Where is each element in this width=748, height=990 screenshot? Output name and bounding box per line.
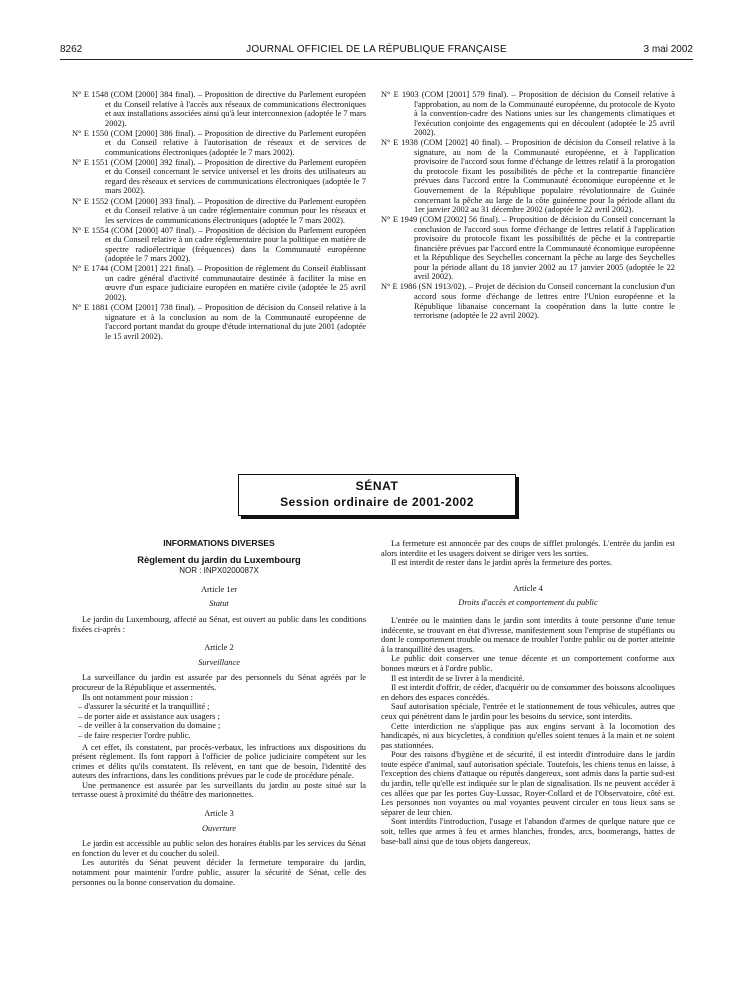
- article-3-subtitle: Ouverture: [201, 823, 237, 833]
- article-2-subtitle: Surveillance: [198, 657, 240, 667]
- list-item: – de veiller à la conservation du domaine ;: [72, 721, 366, 731]
- session-title: Session ordinaire de 2001-2002: [280, 495, 474, 509]
- article-2-paragraph: La surveillance du jardin est assurée par des personnels du Sénat agréés par le procureur de la République et assermentés.: [72, 673, 366, 692]
- article-4-paragraph: Le public doit conserver une tenue décente et un comportement conforme aux bonnes mœurs et à l'ordre public.: [381, 654, 675, 673]
- page-header: [60, 44, 693, 58]
- article-2-title: Article 2: [204, 643, 234, 653]
- article-4-subtitle: Droits d'accès et comportement du public: [458, 598, 598, 608]
- issue-date: 3 mai 2002: [643, 44, 693, 55]
- document-title: Règlement du jardin du Luxembourg: [137, 553, 301, 565]
- article-2-paragraph: Ils ont notamment pour mission :: [82, 692, 193, 702]
- list-item: N° E 1938 (COM [2002] 40 final). – Proposition de décision du Conseil relative à la signature, au nom de la Communauté européenne, et à l'application provisoire de l'accord sous forme d'échange de lettres relatif à la prorogation du protocole fixant les possibilités de pêche et la contrepartie financière prévues dans l'accord entre la Communauté économique européenne et le Gouvernement de la République populaire révolutionnaire de Guinée concernant la pêche au large de la côte guinéenne pour la période allant du 1er janvier 2002 au 31 décembre 2002 (adoptée le 22 avril 2002).: [381, 138, 675, 215]
- right-list: [381, 90, 675, 321]
- list-item: N° E 1881 (COM [2001] 738 final). – Proposition de décision du Conseil relative à la signature et à la conclusion au nom de la Communauté européenne de l'accord portant mandat du groupe d'étude international du jute 2001 (adoptée le 15 avril 2002).: [72, 303, 366, 341]
- article-1-title: Article 1er: [200, 584, 238, 594]
- list-item: – de faire respecter l'ordre public.: [72, 731, 366, 741]
- article-2-paragraph: Une permanence est assurée par les surveillants du jardin au poste situé sur la terrasse ouest à proximité du théâtre des marionnettes.: [72, 780, 366, 800]
- list-item: – de porter aide et assistance aux usagers ;: [72, 712, 366, 722]
- list-item: – d'assurer la sécurité et la tranquillité ;: [72, 702, 366, 712]
- right-body: [381, 539, 675, 846]
- article-3-paragraph: Il est interdit de rester dans le jardin après la fermeture des portes.: [391, 558, 613, 568]
- list-item: N° E 1548 (COM [2000] 384 final). – Proposition de directive du Parlement européen et du Conseil relative à l'accès aux réseaux de communications électroniques et aux installations associées ainsi qu'à leur interconnexion (adoptée le 7 mars 2002).: [72, 90, 366, 128]
- list-item: N° E 1550 (COM [2000] 386 final). – Proposition de directive du Parlement européen et du Conseil relative à l'autorisation de réseaux et de services de communications électroniques (adoptée le 7 mars 2002).: [72, 128, 366, 157]
- article-3-paragraph: La fermeture est annoncée par des coups de sifflet prolongés. L'entrée du jardin est alors interdite et les usagers doivent se diriger vers les sorties.: [381, 539, 675, 558]
- article-1-paragraph: Le jardin du Luxembourg, affecté au Sénat, est ouvert au public dans les conditions fixées ci-après :: [72, 614, 366, 634]
- list-item: N° E 1986 (SN 1913/02). – Projet de décision du Conseil concernant la conclusion d'un accord sous forme d'échange de lettres entre l'Union européenne et la République libanaise concernant la coopération dans la lutte contre le terrorisme (adoptée le 22 avril 2002).: [381, 282, 675, 321]
- article-3-paragraph: Le jardin est accessible au public selon des horaires établis par les services du Sénat en fonction du lever et du coucher du soleil.: [72, 839, 366, 858]
- article-4-paragraph: L'entrée ou le maintien dans le jardin sont interdits à toute personne d'une tenue indécente, se trouvant en état d'ivresse, manifestement sous l'emprise de stupéfiants ou dont le comportement trouble ou menace de troubler l'ordre public ou de porter atteinte à la tranquillité des usagers.: [381, 615, 675, 654]
- article-4-paragraph: Pour des raisons d'hygiène et de sécurité, il est interdit d'introduire dans le jardin toute espèce d'animal, sauf autorisation spéciale. Toutefois, les chiens tenus en laisse, à l'exception des chiens d'attaque ou réputés dangereux, sont admis dans la partie sud-est du jardin, telle qu'elle est indiquée sur le plan de signalisation. Ils ne peuvent accéder à ces allées que par les portes Guy-Lussac, Royer-Collard et de l'Observatoire, côté est. Les personnes non voyantes ou mal voyantes peuvent circuler en tous lieux sans se séparer de leur chien.: [381, 750, 675, 817]
- article-3-title: Article 3: [204, 809, 234, 819]
- journal-title: JOURNAL OFFICIEL DE LA RÉPUBLIQUE FRANÇAISE: [246, 44, 507, 55]
- senat-title: SÉNAT: [355, 479, 399, 493]
- list-item: N° E 1744 (COM [2001] 221 final). – Proposition de règlement du Conseil établissant un cadre général d'activité communautaire destinée à faciliter la mise en œuvre d'un espace judiciaire européen en matière civile (adoptée le 25 avril 2002).: [72, 264, 366, 302]
- page-number: 8262: [60, 44, 83, 55]
- left-body: [72, 539, 366, 887]
- article-4-paragraph: Cette interdiction ne s'applique pas aux engins servant à la locomotion des handicapés, ni aux bicyclettes, à condition qu'elles soient tenues à la main et ne soient pas stationnées.: [381, 721, 675, 750]
- header-rule: [60, 59, 693, 60]
- list-item: N° E 1949 (COM [2002] 56 final). – Proposition de décision du Conseil concernant la conclusion de l'accord sous forme d'échange de lettres relatif à l'application provisoire du protocole fixant les possibilités de pêche et la contrepartie financière prévues par l'accord entre la Communauté économique européenne et la République des Seychelles concernant la pêche au large des Seychelles pour la période allant du 18 janvier 2002 au 17 janvier 2005 (adoptée le 22 avril 2002).: [381, 215, 675, 282]
- left-list: [72, 90, 366, 342]
- section-title: INFORMATIONS DIVERSES: [163, 538, 275, 548]
- article-1-subtitle: Statut: [209, 599, 229, 609]
- article-4-paragraph: Il est interdit de se livrer à la mendicité.: [391, 673, 525, 683]
- article-4-paragraph: Il est interdit d'offrir, de céder, d'acquérir ou de consommer des boissons alcooliques en dehors des espaces concédés.: [381, 683, 675, 702]
- article-4-paragraph: Sauf autorisation spéciale, l'entrée et le stationnement de tous véhicules, autres que ceux qui pénètrent dans le jardin pour les besoins du service, sont interdits.: [381, 702, 675, 721]
- list-item: N° E 1552 (COM [2000] 393 final). – Proposition de directive du Parlement européen et du Conseil relative à un cadre réglementaire commun pour les réseaux et les services de communications électroniques (adoptée le 7 mars 2002).: [72, 196, 366, 225]
- senat-session-box: [238, 474, 516, 516]
- list-item: N° E 1903 (COM [2001] 579 final). – Proposition de décision du Conseil relative à l'approbation, au nom de la Communauté européenne, du protocole de Kyoto à la convention-cadre des Nations unies sur les changements climatiques et l'exécution conjointe des engagements qui en découlent (adoptée le 25 avril 2002).: [381, 90, 675, 138]
- nor-reference: NOR : INPX0200087X: [179, 566, 259, 576]
- article-4-title: Article 4: [513, 583, 543, 593]
- article-4-paragraph: Sont interdits l'introduction, l'usage et l'abandon d'armes de quelque nature que ce soit, telles que armes à feu et armes blanches, frondes, arcs, boomerangs, battes de base-ball ainsi que de tous objets dangereux.: [381, 817, 675, 846]
- list-item: N° E 1551 (COM [2000] 392 final). – Proposition de directive du Parlement européen et du Conseil concernant le service universel et les droits des utilisateurs au regard des réseaux et services de communications électroniques (adoptée le 7 mars 2002).: [72, 157, 366, 196]
- article-3-paragraph: Les autorités du Sénat peuvent décider la fermeture temporaire du jardin, notamment pour maintenir l'ordre public, assurer la sécurité de Sénat, celle des personnes ou la bonne conservation du domaine.: [72, 858, 366, 887]
- list-item: N° E 1554 (COM [2000] 407 final). – Proposition de décision du Parlement européen et du Conseil relative à un cadre réglementaire pour la politique en matière de spectre radioélectrique (fréquences) dans la Communauté européenne (adoptée le 7 mars 2002).: [72, 225, 366, 264]
- article-2-paragraph: A cet effet, ils constatent, par procès-verbaux, les infractions aux dispositions du présent règlement. Ils font rapport à l'officier de police judiciaire compétent sur les crimes et délits qu'ils constatent. Ils relèvent, en tant que de besoin, l'identité des auteurs des infractions, dans les conditions prévues par le code de procédure pénale.: [72, 742, 366, 781]
